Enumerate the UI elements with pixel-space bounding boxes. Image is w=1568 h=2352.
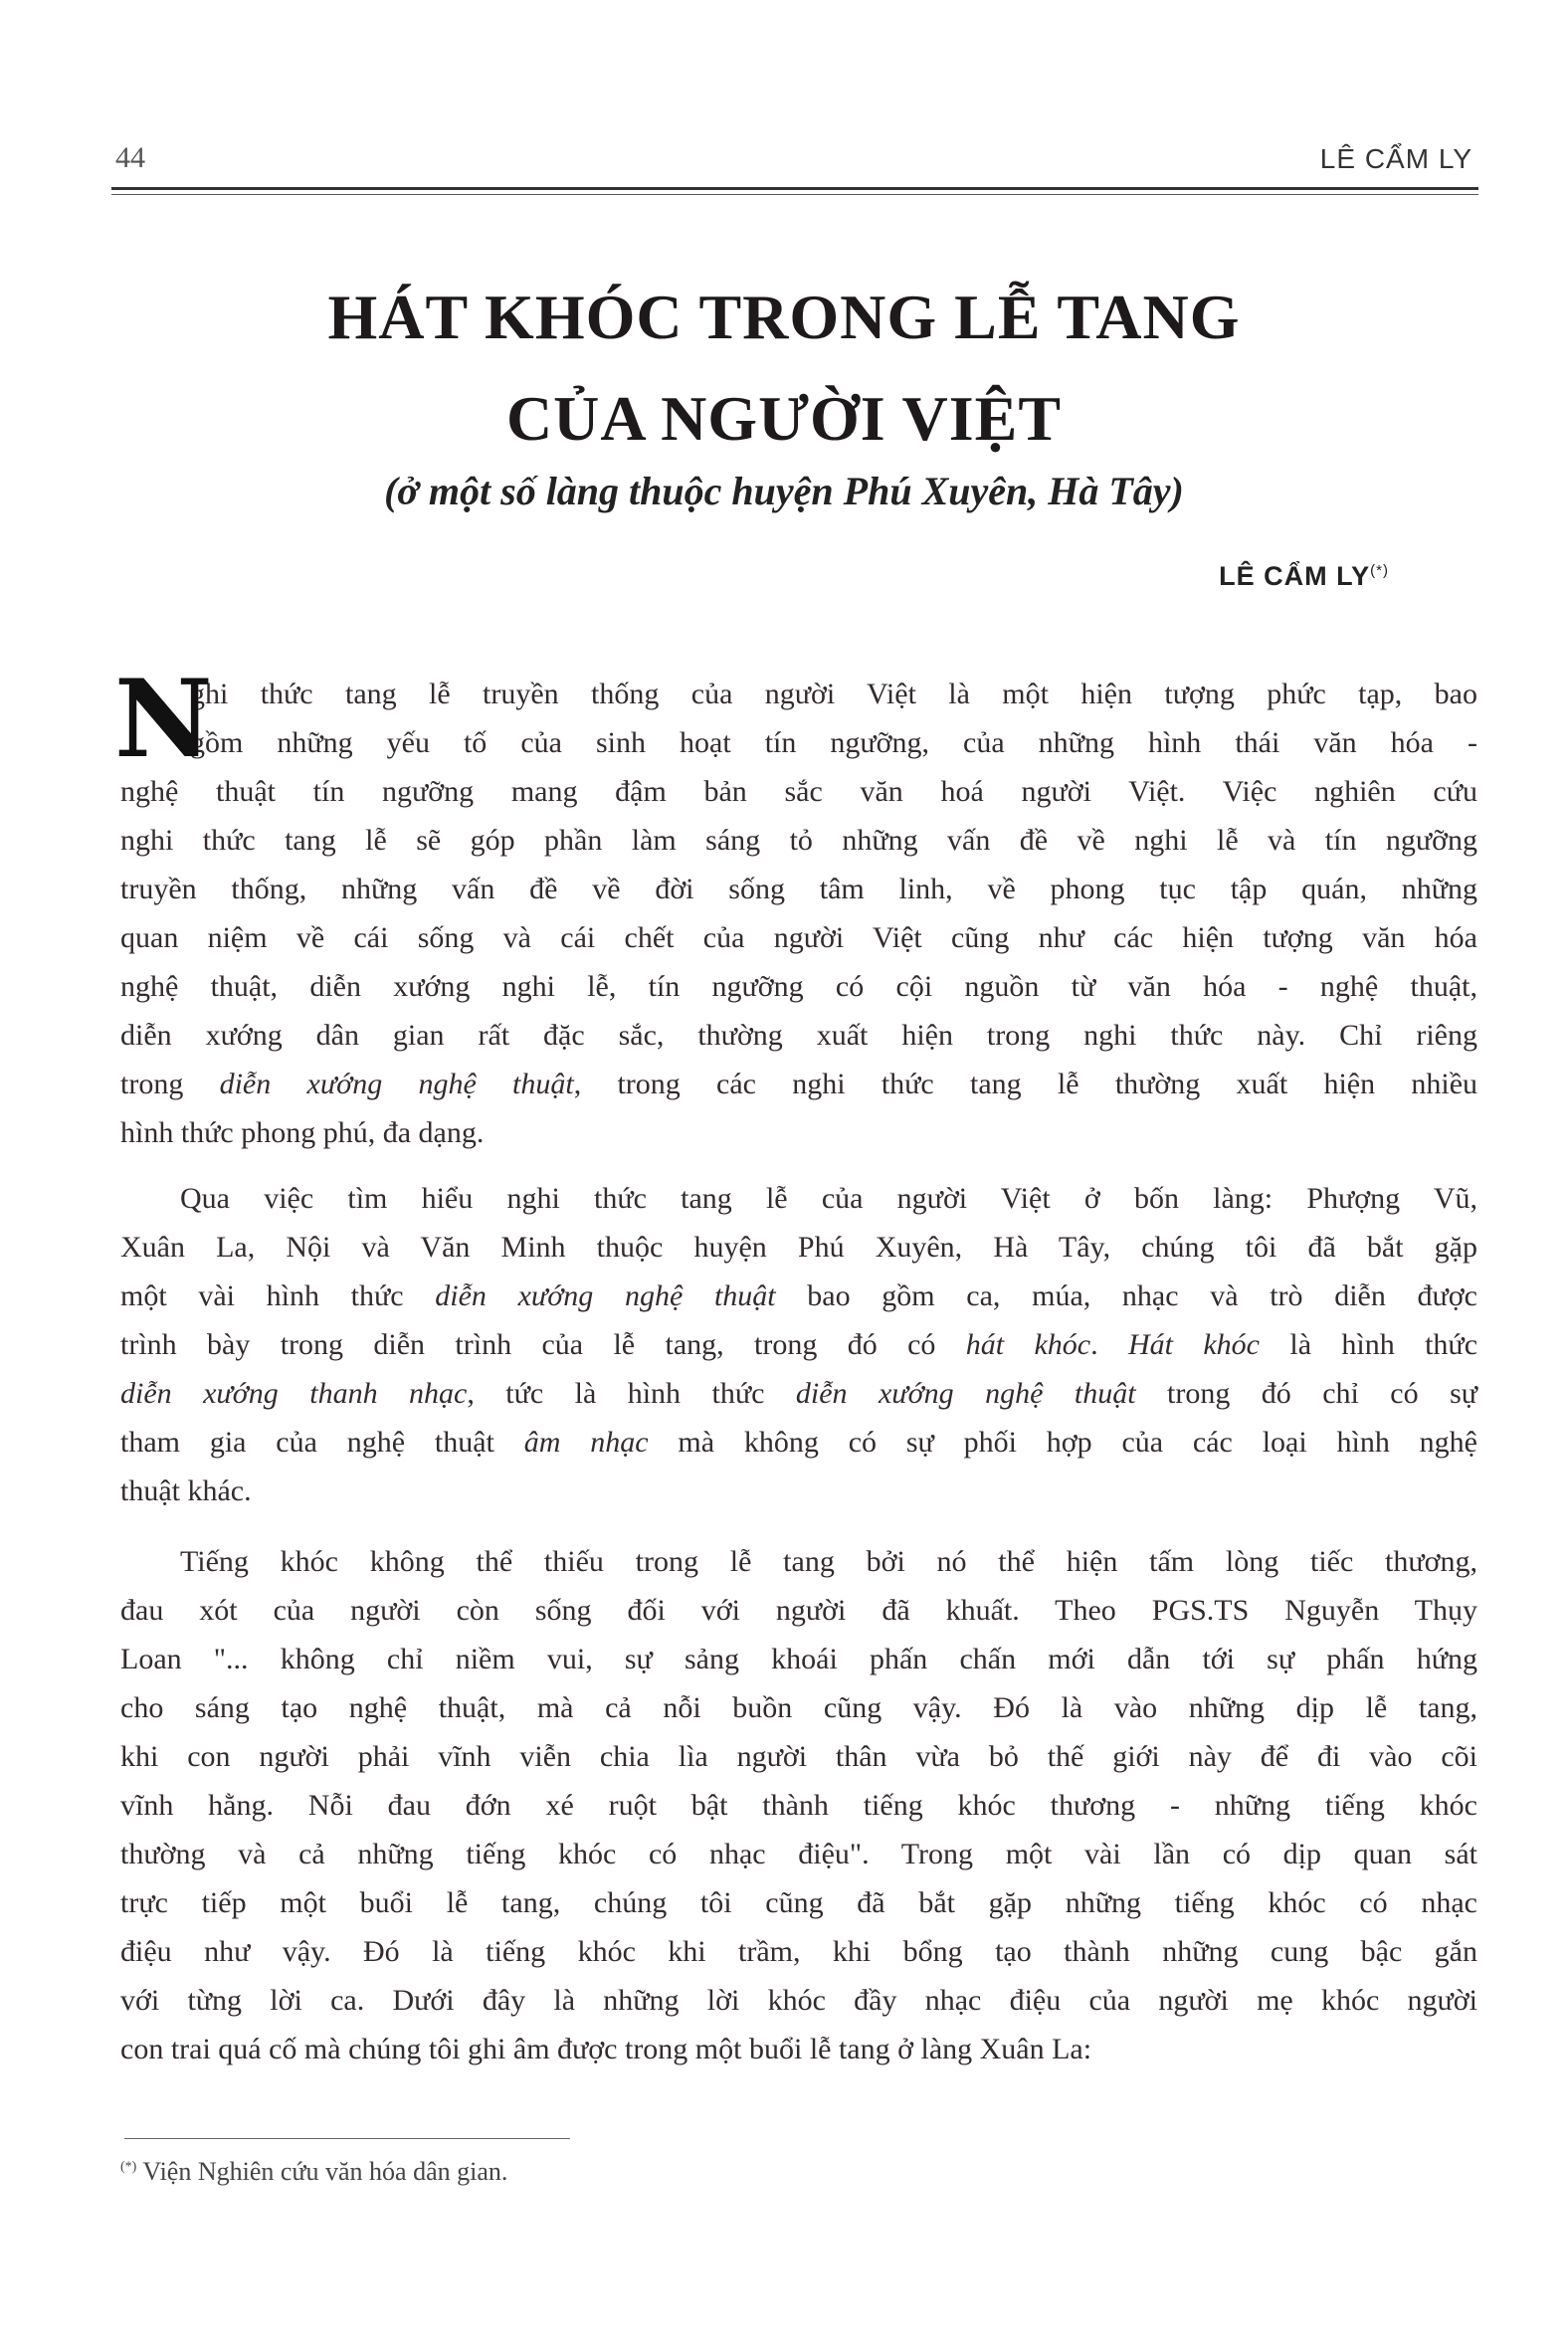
text-run: bao gồm ca, múa, nhạc và trò diễn được (775, 1279, 1477, 1312)
text-line (120, 1011, 1477, 1060)
text-line (120, 1418, 1477, 1467)
text-line (120, 1927, 1477, 1976)
text-line (120, 1732, 1477, 1781)
text-line (120, 1830, 1477, 1878)
text-line (120, 1369, 1477, 1418)
author-name: LÊ CẨM LY (1219, 561, 1371, 591)
text-run: Qua việc tìm hiểu nghi thức tang lễ của người Việt ở bốn làng: Phượng Vũ, (180, 1182, 1477, 1215)
text-run: . (1090, 1328, 1128, 1361)
header-rule-thick (111, 187, 1478, 190)
text-run: thuật khác. (120, 1474, 252, 1507)
text-run: tham gia của nghệ thuật (120, 1426, 524, 1459)
italic-text-run: diễn xướng nghệ thuật (435, 1279, 776, 1312)
text-run: đau xót của người còn sống đối với người đã khuất. Theo PGS.TS Nguyễn Thụy (120, 1594, 1477, 1627)
italic-text-run: diễn xướng nghệ thuật (219, 1068, 574, 1100)
text-run: là hình thức (1260, 1328, 1478, 1361)
text-line (120, 816, 1477, 865)
text-line (120, 1467, 1477, 1515)
text-run: Loan "... không chỉ niềm vui, sự sảng khoái phấn chấn mới dẫn tới sự phấn hứng (120, 1643, 1477, 1675)
text-run: một vài hình thức (120, 1279, 436, 1312)
italic-text-run: âm nhạc (523, 1426, 649, 1459)
text-line (120, 1223, 1477, 1272)
text-run: vĩnh hằng. Nỗi đau đớn xé ruột bật thành tiếng khóc thương - những tiếng khóc (120, 1789, 1477, 1822)
text-line (120, 1878, 1477, 1927)
text-run: quan niệm về cái sống và cái chết của người Việt cũng như các hiện tượng văn hóa (120, 921, 1477, 954)
text-run: trong đó chỉ có sự (1135, 1377, 1477, 1410)
text-run: , tức là hình thức (467, 1377, 796, 1410)
text-run: truyền thống, những vấn đề về đời sống tâm linh, về phong tục tập quán, những (120, 873, 1477, 905)
text-line (120, 670, 1477, 718)
text-run: trực tiếp một buổi lễ tang, chúng tôi cũng đã bắt gặp những tiếng khóc có nhạc (120, 1886, 1477, 1919)
text-line (120, 1108, 1477, 1157)
footnote-text: Viện Nghiên cứu văn hóa dân gian. (136, 2157, 508, 2186)
byline (1219, 561, 1389, 592)
text-line (120, 1060, 1477, 1108)
text-line (120, 913, 1477, 962)
italic-text-run: hát khóc (965, 1328, 1091, 1361)
text-line (120, 1683, 1477, 1732)
italic-text-run: Hát khóc (1127, 1328, 1260, 1361)
text-run: điệu như vậy. Đó là tiếng khóc khi trầm, khi bổng tạo thành những cung bậc gắn (120, 1935, 1477, 1968)
text-line (120, 1781, 1477, 1830)
text-line (120, 767, 1477, 816)
text-line (120, 1174, 1477, 1223)
drop-cap: N (114, 657, 213, 782)
header-rule-thin (111, 194, 1478, 195)
text-run: ghi thức tang lễ truyền thống của người Việt là một hiện tượng phức tạp, bao (190, 678, 1477, 710)
text-run: khi con người phải vĩnh viễn chia lìa người thân vừa bỏ thế giới này để đi vào cõi (120, 1740, 1477, 1773)
text-line (120, 865, 1477, 913)
footnote (120, 2157, 507, 2187)
text-line (120, 1976, 1477, 2025)
text-line (120, 1586, 1477, 1635)
italic-text-run: diễn xướng nghệ thuật (795, 1377, 1136, 1410)
text-line (120, 1635, 1477, 1683)
text-run: nghệ thuật tín ngưỡng mang đậm bản sắc văn hoá người Việt. Việc nghiên cứu (120, 775, 1477, 808)
text-run: nghi thức tang lễ sẽ góp phần làm sáng tỏ những vấn đề về nghi lễ và tín ngưỡng (120, 824, 1477, 857)
text-line (120, 962, 1477, 1011)
text-run: nghệ thuật, diễn xướng nghi lễ, tín ngưỡng có cội nguồn từ văn hóa - nghệ thuật, (120, 970, 1477, 1003)
text-run: con trai quá cố mà chúng tôi ghi âm được trong một buổi lễ tang ở làng Xuân La: (120, 2033, 1092, 2065)
footnote-rule (124, 2138, 570, 2139)
text-run: Tiếng khóc không thể thiếu trong lễ tang bởi nó thể hiện tấm lòng tiếc thương, (180, 1545, 1477, 1578)
text-run: với từng lời ca. Dưới đây là những lời khóc đầy nhạc điệu của người mẹ khóc người (120, 1984, 1477, 2017)
text-line (120, 718, 1477, 767)
text-run: trong (120, 1068, 220, 1100)
text-run: trình bày trong diễn trình của lễ tang, trong đó có (120, 1328, 966, 1361)
author-footnote-mark: (*) (1370, 562, 1389, 579)
text-line (120, 2025, 1477, 2073)
article-title-line-1: HÁT KHÓC TRONG LỄ TANG (327, 282, 1241, 352)
article-subtitle: (ở một số làng thuộc huyện Phú Xuyên, Hà Tây) (384, 469, 1184, 513)
text-run: Xuân La, Nội và Văn Minh thuộc huyện Phú Xuyên, Hà Tây, chúng tôi đã bắt gặp (120, 1231, 1477, 1264)
text-run: hình thức phong phú, đa dạng. (120, 1116, 485, 1149)
text-run: mà không có sự phối hợp của các loại hình nghệ (648, 1426, 1477, 1459)
page-number: 44 (115, 141, 145, 174)
article-title-line-2: CỦA NGƯỜI VIỆT (505, 383, 1063, 454)
text-run: , trong các nghi thức tang lễ thường xuất hiện nhiều (573, 1068, 1478, 1100)
footnote-mark: (*) (120, 2159, 137, 2175)
running-header-author: LÊ CẨM LY (1319, 143, 1472, 174)
text-line (120, 1537, 1477, 1586)
paragraph-1 (114, 657, 1478, 1157)
paragraph-2 (120, 1174, 1477, 1515)
text-run: gồm những yếu tố của sinh hoạt tín ngưỡng, của những hình thái văn hóa - (190, 726, 1477, 759)
italic-text-run: diễn xướng thanh nhạc (120, 1377, 468, 1410)
text-line (120, 1272, 1477, 1320)
text-run: diễn xướng dân gian rất đặc sắc, thường xuất hiện trong nghi thức này. Chỉ riêng (120, 1019, 1477, 1052)
paragraph-3 (120, 1537, 1477, 2073)
text-run: thường và cả những tiếng khóc có nhạc điệu". Trong một vài lần có dịp quan sát (120, 1838, 1477, 1870)
text-run: cho sáng tạo nghệ thuật, mà cả nỗi buồn cũng vậy. Đó là vào những dịp lễ tang, (120, 1691, 1477, 1724)
text-line (120, 1320, 1477, 1369)
